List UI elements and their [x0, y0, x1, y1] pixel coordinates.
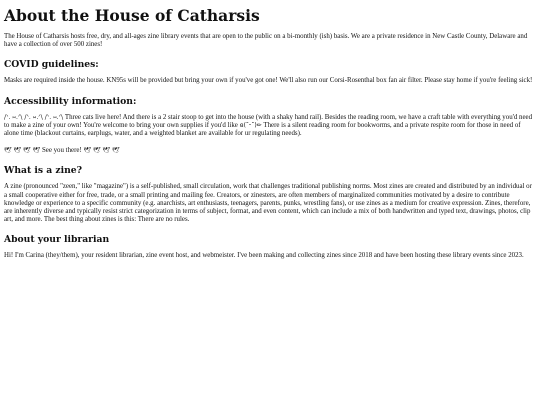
page-title: About the House of Catharsis	[4, 6, 260, 25]
accessibility-paragraph	[4, 114, 536, 139]
see-you-there-line	[4, 147, 536, 155]
zine-heading: What is a zine?	[4, 165, 83, 177]
accessibility-heading: Accessibility information:	[4, 95, 137, 107]
cats-kaomoji: /ᐠ. ⑅.ᐟ\ /ᐠ. ⑅.ᐟ\ /ᐠ. ⑅.ᐟ\	[4, 113, 64, 121]
covid-heading: COVID guidelines:	[4, 59, 99, 71]
dove-icons-right: 🕊 🕊 🕊 🕊	[83, 147, 120, 155]
intro-paragraph: The House of Catharsis hosts free, dry, and all-ages zine library events that are open to the public on a bi-monthly (ish) basis. We are a private residence in New Castle County, Delaware and have a collection of over 500 zines!	[4, 33, 528, 49]
covid-paragraph: Masks are required inside the house. KN95s will be provided but bring your own if you've got one! We'll also run our Corsi-Rosenthal box fan air filter. Please stay home if you're feeling sick!	[4, 77, 533, 85]
zine-paragraph: A zine (pronounced "zeen," like "magazine") is a self-published, small circulation, work that challenges traditional publishing norms. Most zines are created and distributed by an individual or a small cooperative either for free, trade, or a small printing and mailing fee. Creators, or zinesters, are often members of marginalized communities motivated by a desire to contribute knowledge or experience to a specific community (e.g. anarchists, art enthusiasts, teenagers, parents, punks, wrestling fans), or use zines as a medium for creative expression. Zines, therefore, are inherently diverse and typically resist strict categorization in terms of subject, format, and even content, which can include a mix of both handwritten and typed text, drawings, photos, clip art, and more. The best thing about zines is this: There are no rules.	[4, 183, 532, 224]
pencil-kaomoji: ɞ(˘ᵕ˘)✏	[239, 121, 262, 129]
librarian-paragraph: Hi! I'm Carina (they/them), your resident librarian, zine event host, and webmeister. I've been making and collecting zines since 2018 and have been hosting these library events since 2023.	[4, 252, 524, 260]
accessibility-text-1: Three cats live here! And there is a 2 stair stoop to get into the house (with a shaky hand rail). Besides the reading room, we have a craft table with everything you'd need to make a zine of your own! You're welcome to bring your own supplies if you'd like	[4, 113, 533, 129]
accessibility-text-2: There is a silent reading room for bookworms, and a private respite room for those in need of alone time (blackout curtains, earplugs, water, and a weighted blanket are available for ur regulating needs).	[4, 121, 521, 138]
dove-icons-left: 🕊 🕊 🕊 🕊	[4, 147, 41, 155]
see-you-there-text: See you there!	[41, 147, 82, 155]
librarian-heading: About your librarian	[4, 234, 110, 246]
